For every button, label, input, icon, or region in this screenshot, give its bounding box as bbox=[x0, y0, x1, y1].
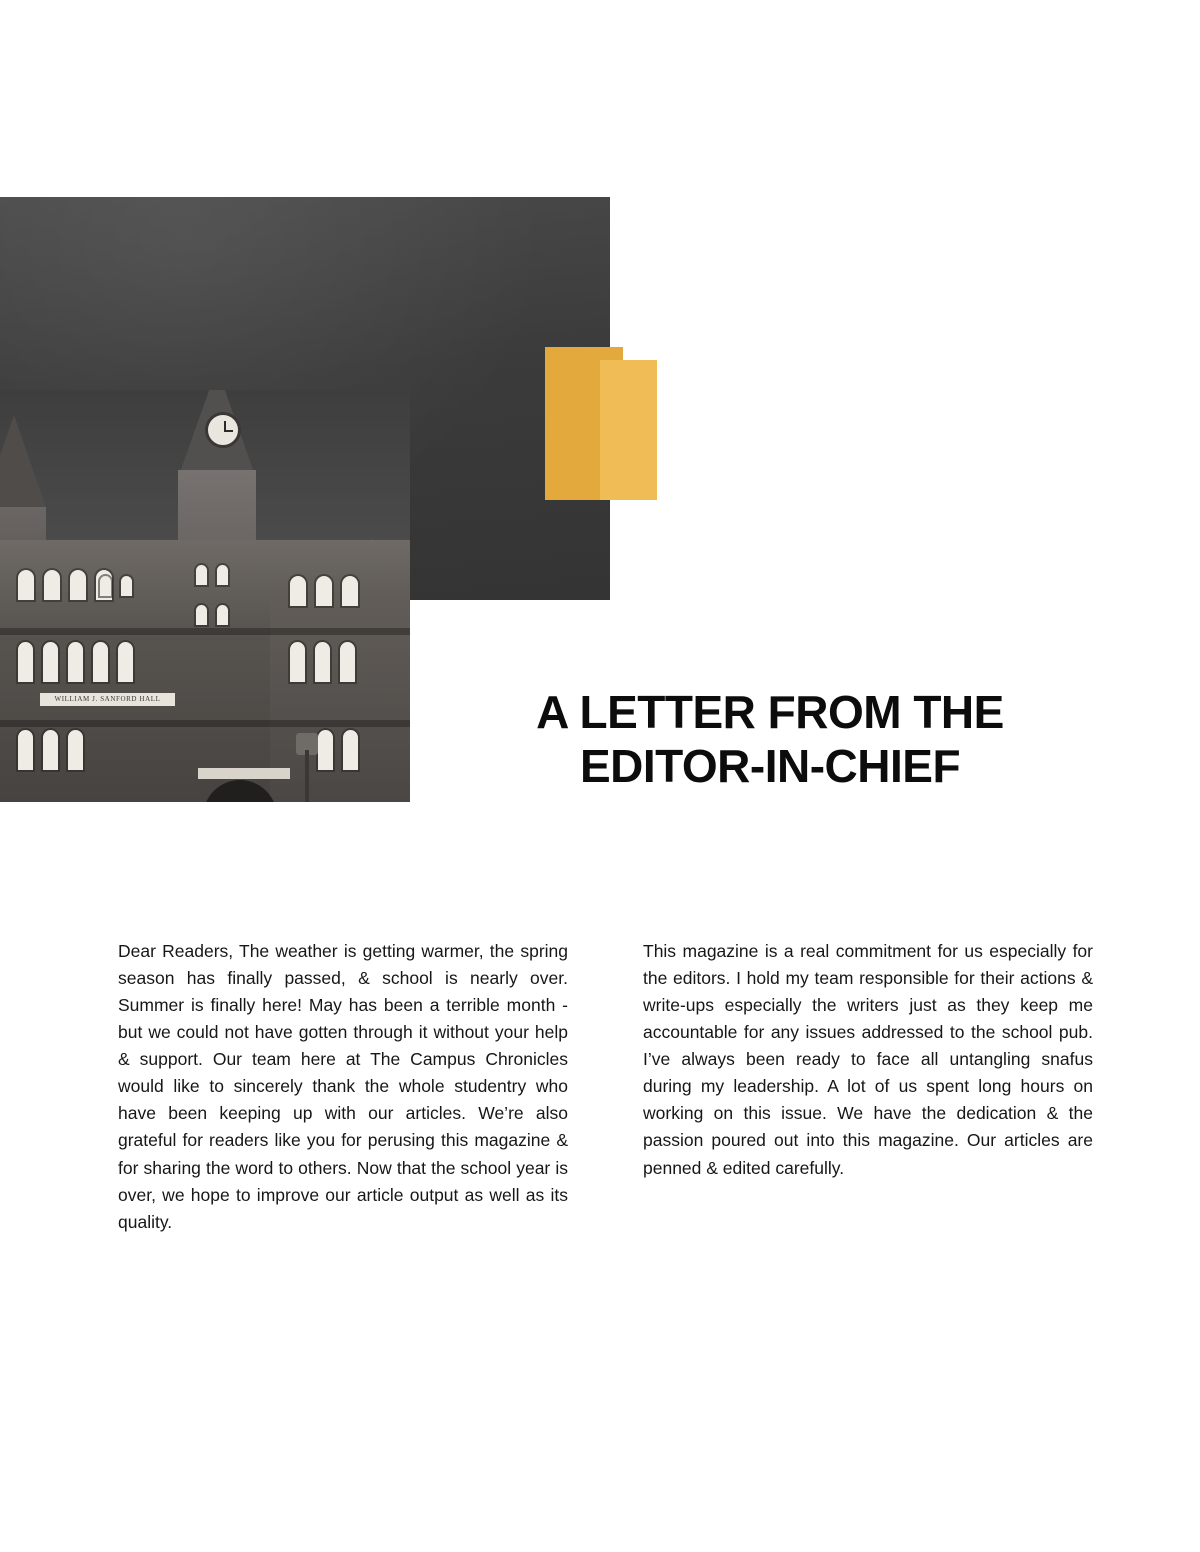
window bbox=[318, 730, 333, 770]
window bbox=[44, 570, 60, 600]
accent-rectangle-front bbox=[600, 360, 657, 500]
building-name-sign: WILLIAM J. SANFORD HALL bbox=[40, 693, 175, 706]
window bbox=[315, 642, 330, 682]
body-column-right: This magazine is a real commitment for us especially for the editors. I hold my team responsible for their actions & write-ups especially the writers just as they keep me accountable for any issues addressed to the school pub. I’ve always been ready to face all untangling snafus during my leadership. A lot of us spent long hours on working on this issue. We have the dedication & the passion poured out into this magazine. Our articles are penned & edited carefully. bbox=[643, 940, 1093, 1178]
article-body bbox=[118, 920, 1093, 1253]
wing-window-row-upper bbox=[290, 576, 358, 606]
clock-icon bbox=[205, 412, 241, 448]
facade-base-band bbox=[0, 720, 410, 727]
body-column-left: Dear Readers, The weather is getting warmer, the spring season has finally passed, & school is nearly over. Summer is finally here! May has been a terrible month - but we could not have gotten through it without your help & support. Our team here at The Campus Chronicles would like to sincerely thank the whole studentry who have been keeping up with our articles. We’re also grateful for readers like you for perusing this magazine & for sharing the word to others. Now that the school year is over, we hope to improve our article output as well as its quality. bbox=[118, 940, 568, 1232]
tower-window-row bbox=[196, 605, 228, 625]
facade-window-row-upper bbox=[18, 570, 112, 600]
page-title-line-1: A LETTER FROM THE bbox=[536, 685, 1004, 738]
window bbox=[68, 642, 83, 682]
page-title-line-2: EDITOR-IN-CHIEF bbox=[579, 739, 961, 792]
entrance-sign bbox=[198, 768, 290, 779]
window bbox=[290, 642, 305, 682]
window bbox=[93, 642, 108, 682]
window bbox=[340, 642, 355, 682]
window bbox=[217, 565, 228, 585]
window bbox=[18, 570, 34, 600]
window bbox=[18, 730, 33, 770]
window bbox=[70, 570, 86, 600]
tower-window-row bbox=[196, 565, 228, 585]
facade-window-row-upper-right bbox=[100, 576, 132, 596]
window bbox=[43, 730, 58, 770]
window bbox=[290, 576, 306, 606]
wing-window-row-lower bbox=[318, 730, 358, 770]
street-lamp-pole bbox=[305, 750, 309, 802]
window bbox=[196, 605, 207, 625]
facade-window-row-lower bbox=[18, 730, 83, 770]
window bbox=[18, 642, 33, 682]
wing-window-row-middle bbox=[290, 642, 355, 682]
window bbox=[217, 605, 228, 625]
window bbox=[342, 576, 358, 606]
window bbox=[100, 576, 111, 596]
facade-window-row-middle bbox=[18, 642, 133, 682]
window bbox=[43, 642, 58, 682]
facade-cornice-band bbox=[0, 628, 410, 635]
window bbox=[121, 576, 132, 596]
window bbox=[316, 576, 332, 606]
left-turret-roof bbox=[0, 415, 46, 507]
building-photo bbox=[0, 390, 410, 802]
page-title bbox=[490, 686, 1050, 794]
window bbox=[343, 730, 358, 770]
window bbox=[68, 730, 83, 770]
window bbox=[118, 642, 133, 682]
window bbox=[196, 565, 207, 585]
